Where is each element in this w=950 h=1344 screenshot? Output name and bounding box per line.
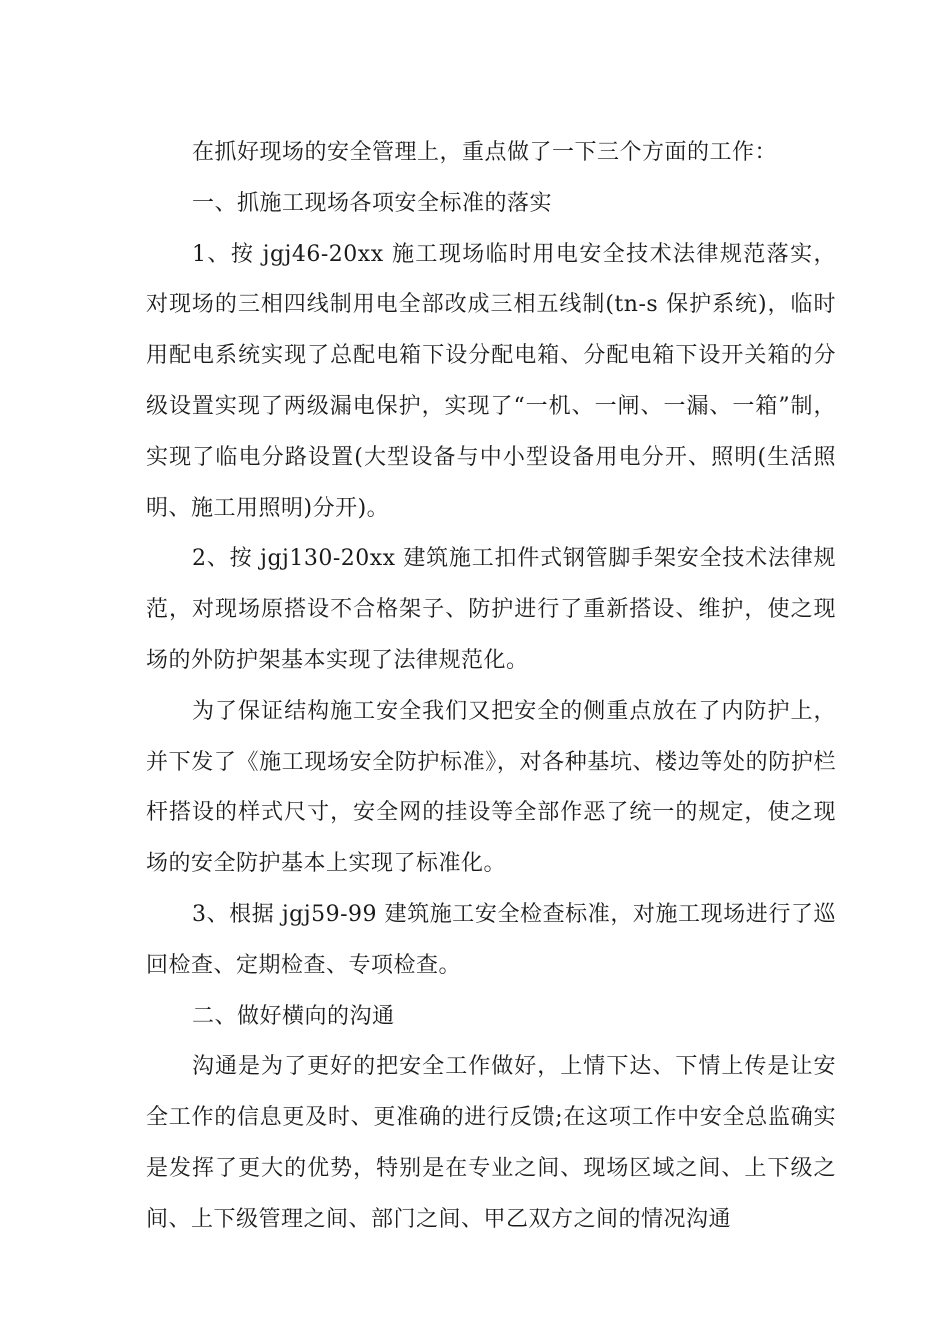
paragraph-item-1: 1、按 jgj46-20xx 施工现场临时用电安全技术法律规范落实，对现场的三相四线制用电全部改成三相五线制(tn-s 保护系统)，临时用配电系统实现了总配电箱下设分配电箱、分配电箱下设开关箱的分级设置实现了两级漏电保护，实现了“一机、一闸、一漏、一箱”制，实现了临电分路设置(大型设备与中小型设备用电分开、照明(生活照明、施工用照明)分开)。 xyxy=(146,241,836,521)
heading-section-one: 一、抓施工现场各项安全标准的落实 xyxy=(192,190,553,216)
paragraph-inner-protection: 为了保证结构施工安全我们又把安全的侧重点放在了内防护上，并下发了《施工现场安全防护标准》，对各种基坑、楼边等处的防护栏杆搭设的样式尺寸，安全网的挂设等全部作恶了统一的规定，使之现场的安全防护基本上实现了标准化。 xyxy=(146,698,836,877)
paragraph-communication: 沟通是为了更好的把安全工作做好，上情下达、下情上传是让安全工作的信息更及时、更准确的进行反馈;在这项工作中安全总监确实是发挥了更大的优势，特别是在专业之间、现场区域之间、上下级之间、上下级管理之间、部门之间、甲乙双方之间的情况沟通 xyxy=(146,1054,836,1232)
paragraph-item-3: 3、根据 jgj59-99 建筑施工安全检查标准，对施工现场进行了巡回检查、定期检查、专项检查。 xyxy=(146,901,836,978)
heading-section-two: 二、做好横向的沟通 xyxy=(192,1003,395,1029)
document-body xyxy=(146,128,836,1246)
paragraph-item-2: 2、按 jgj130-20xx 建筑施工扣件式钢管脚手架安全技术法律规范，对现场原搭设不合格架子、防护进行了重新搭设、维护，使之现场的外防护架基本实现了法律规范化。 xyxy=(146,546,836,673)
paragraph-intro: 在抓好现场的安全管理上，重点做了一下三个方面的工作： xyxy=(192,140,778,165)
